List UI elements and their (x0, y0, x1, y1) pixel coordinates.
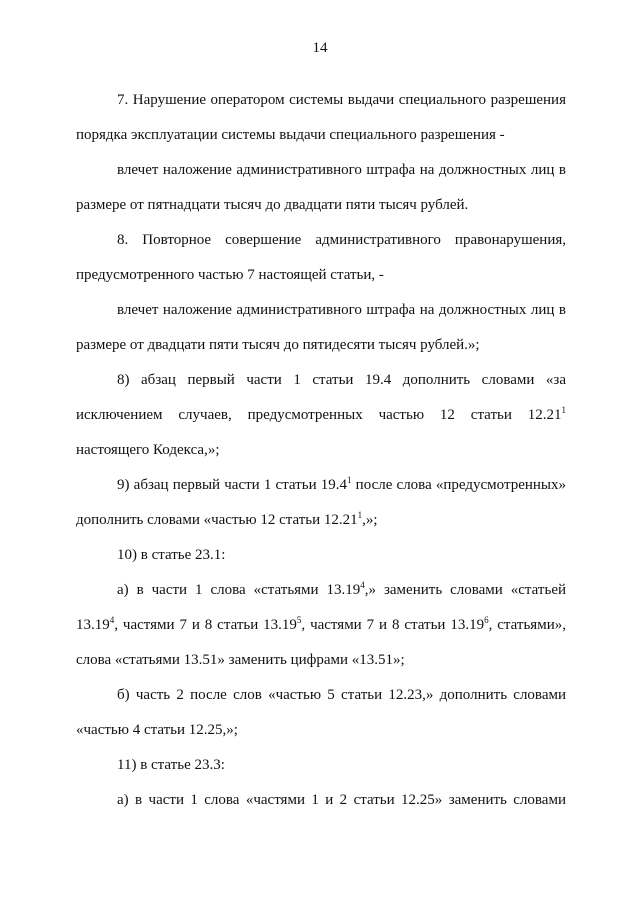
paragraph-text: б) часть 2 после слов «частью 5 статьи 12.23,» дополнить словами «частью 4 статьи 12.25,»; (76, 687, 566, 738)
paragraph-text: , статьями», слова «статьями 13.51» заменить цифрами «13.51»; (76, 617, 566, 668)
paragraph-text: влечет наложение административного штрафа на должностных лиц в размере от двадцати пяти тысяч до пятидесяти тысяч рублей.»; (76, 302, 566, 353)
paragraph (76, 153, 566, 223)
paragraph (76, 293, 566, 363)
superscript: 4 (360, 580, 365, 590)
paragraph-text: влечет наложение административного штрафа на должностных лиц в размере от пятнадцати тысяч до двадцати пяти тысяч рублей. (76, 162, 566, 213)
paragraph-text: после слова «предусмотренных» дополнить словами «частью 12 статьи 12.21 (76, 477, 566, 528)
superscript: 4 (109, 615, 115, 625)
paragraph (76, 573, 566, 678)
paragraph (76, 678, 566, 748)
superscript: 1 (357, 510, 363, 520)
document-body (76, 83, 566, 818)
paragraph-text: 7. Нарушение оператором системы выдачи специального разрешения порядка эксплуатации системы выдачи специального разрешения - (76, 92, 566, 143)
paragraph-text: 8. Повторное совершение административного правонарушения, предусмотренного частью 7 настоящей статьи, - (76, 232, 566, 283)
paragraph (76, 363, 566, 468)
paragraph-text: , частями 7 и 8 статьи 13.19 (301, 617, 485, 633)
superscript: 1 (347, 475, 352, 485)
paragraph-text: настоящего Кодекса,»; (76, 442, 220, 458)
paragraph-text: ,»; (362, 512, 378, 528)
paragraph (76, 538, 566, 573)
paragraph-text: , частями 7 и 8 статьи 13.19 (114, 617, 297, 633)
paragraph-text: а) в части 1 слова «статьями 13.19 (117, 582, 361, 598)
paragraph-text: 9) абзац первый части 1 статьи 19.4 (117, 477, 348, 493)
superscript: 5 (296, 615, 302, 625)
paragraph-text: 10) в статье 23.1: (117, 547, 226, 563)
paragraph-text: 11) в статье 23.3: (117, 757, 225, 773)
paragraph-text: а) в части 1 слова «частями 1 и 2 статьи 12.25» заменить словами (117, 792, 566, 808)
superscript: 1 (561, 405, 566, 415)
superscript: 6 (484, 615, 489, 625)
paragraph (76, 783, 566, 818)
paragraph (76, 748, 566, 783)
page-number: 14 (312, 40, 328, 56)
paragraph (76, 223, 566, 293)
paragraph-text: ,» заменить словами «статьей 13.19 (76, 582, 567, 633)
paragraph (76, 83, 566, 153)
paragraph (76, 468, 566, 538)
paragraph-text: 8) абзац первый части 1 статьи 19.4 дополнить словами «за исключением случаев, предусмотренных частью 12 статьи 12.21 (76, 372, 566, 423)
